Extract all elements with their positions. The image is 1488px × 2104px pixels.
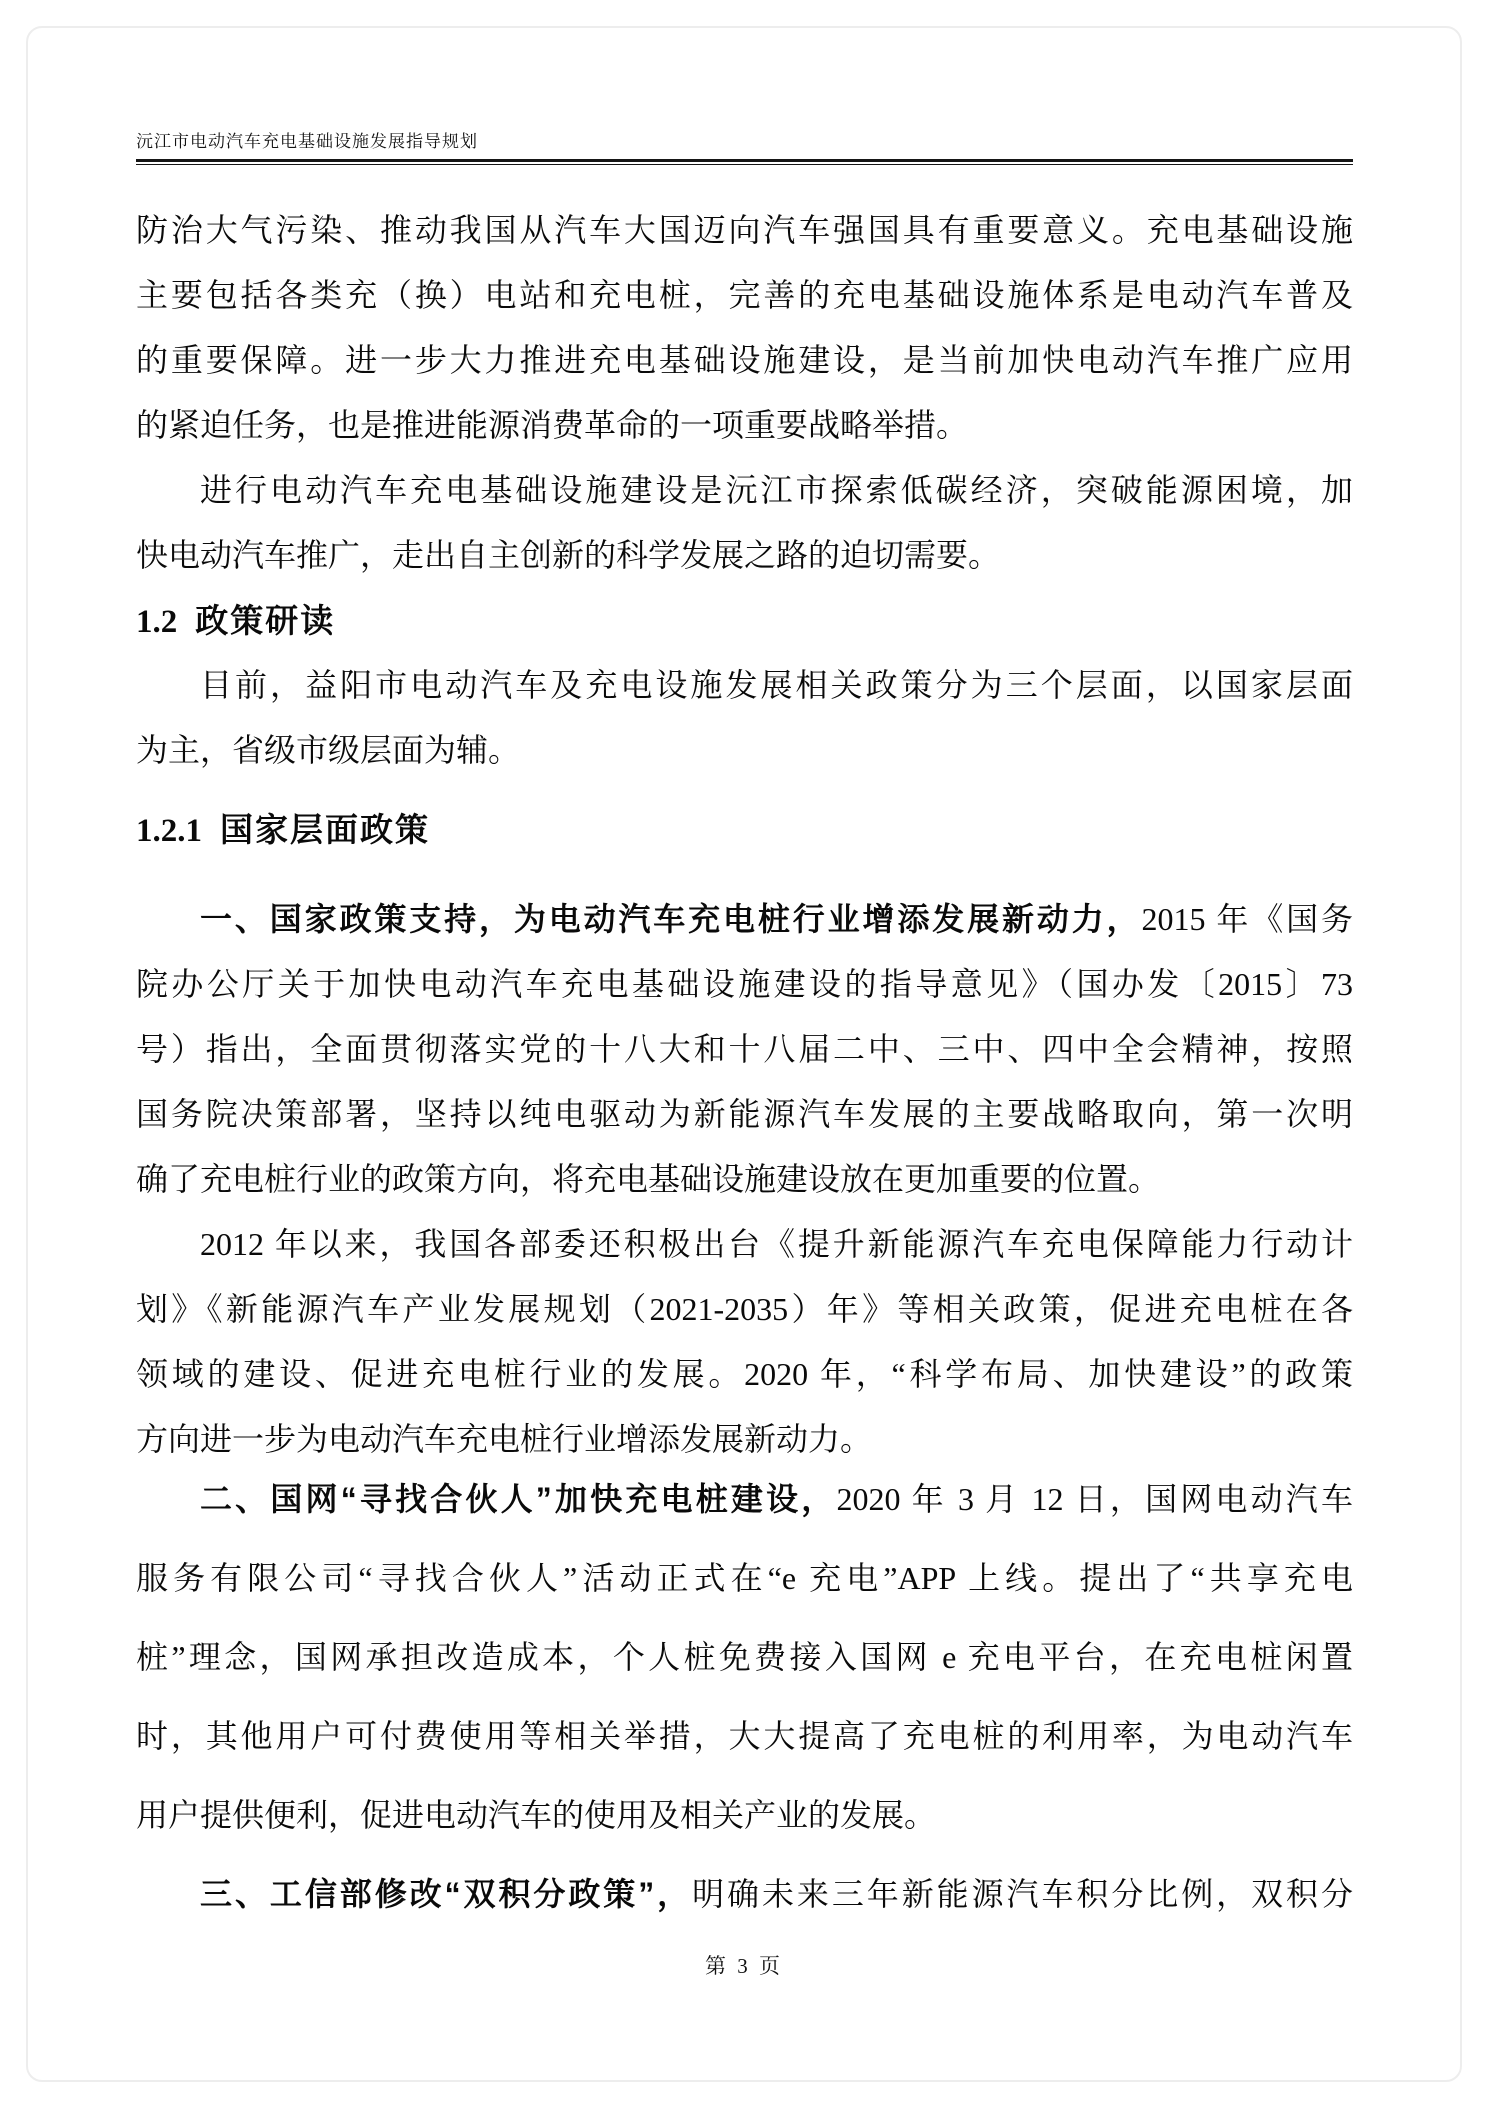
body-line: 号）指出，全面贯彻落实党的十八大和十八届二中、三中、四中全会精神，按照 (136, 1031, 1353, 1067)
section-title: 国家层面政策 (220, 811, 430, 848)
body-line: 为主，省级市级层面为辅。 (136, 732, 521, 768)
header-rule-thick (136, 159, 1353, 162)
body-line: 方向进一步为电动汽车充电桩行业增添发展新动力。 (136, 1421, 873, 1457)
paragraph-state-grid (136, 1460, 1353, 1855)
body-line: 的紧迫任务，也是推进能源消费革命的一项重要战略举措。 (136, 407, 969, 443)
paragraph-overview (136, 198, 1353, 458)
section-number: 1.2 (136, 604, 178, 640)
body-line: 服务有限公司“寻找合伙人”活动正式在“e 充电”APP 上线。提出了“共享充电 (136, 1560, 1353, 1596)
page-footer (0, 1950, 1488, 1980)
body-line: 的重要保障。进一步大力推进充电基础设施建设，是当前加快电动汽车推广应用 (136, 342, 1353, 378)
paragraph-need (136, 458, 1353, 588)
section-title: 政策研读 (195, 602, 336, 639)
section-heading-1-2 (136, 588, 1353, 653)
body-line (136, 887, 1353, 952)
body-line: 国务院决策部署，坚持以纯电驱动为新能源汽车发展的主要战略取向，第一次明 (136, 1096, 1353, 1132)
document-body (136, 198, 1353, 1934)
body-line (136, 1460, 1353, 1539)
body-line: 确了充电桩行业的政策方向，将充电基础设施建设放在更加重要的位置。 (136, 1161, 1161, 1197)
section-heading-1-2-1 (136, 797, 1353, 862)
section-number: 1.2.1 (136, 813, 202, 849)
body-line: 划》《新能源汽车产业发展规划（2021-2035）年》等相关政策，促进充电桩在各 (136, 1291, 1353, 1327)
body-line (136, 1855, 1353, 1934)
page-number-label: 第 3 页 (705, 1954, 783, 1978)
paragraph-policy-levels (136, 653, 1353, 783)
bold-lead-text: 一、国家政策支持，为电动汽车充电桩行业增添发展新动力， (200, 901, 1142, 937)
body-line: 快电动汽车推广，走出自主创新的科学发展之路的迫切需要。 (136, 537, 1001, 573)
body-line: 桩”理念，国网承担改造成本，个人桩免费接入国网 e 充电平台，在充电桩闲置 (136, 1639, 1353, 1675)
body-line: 进行电动汽车充电基础设施建设是沅江市探索低碳经济，突破能源困境，加 (200, 472, 1353, 508)
header-title: 沅江市电动汽车充电基础设施发展指导规划 (136, 132, 478, 151)
body-line: 时，其他用户可付费使用等相关举措，大大提高了充电桩的利用率，为电动汽车 (136, 1718, 1353, 1754)
body-line: 院办公厅关于加快电动汽车充电基础设施建设的指导意见》（国办发〔2015〕73 (136, 966, 1353, 1002)
page-header (136, 131, 1353, 165)
body-line-text: 明确未来三年新能源汽车积分比例，双积分 (692, 1876, 1353, 1912)
body-line: 用户提供便利，促进电动汽车的使用及相关产业的发展。 (136, 1797, 937, 1833)
header-rule-thin (136, 164, 1353, 165)
body-line: 领域的建设、促进充电桩行业的发展。2020 年，“科学布局、加快建设”的政策 (136, 1356, 1353, 1392)
bold-lead-text: 二、国网“寻找合伙人”加快充电桩建设， (200, 1481, 837, 1517)
body-line-text: 2020 年 3 月 12 日，国网电动汽车 (836, 1481, 1353, 1517)
paragraph-national-policy (136, 887, 1353, 1212)
paragraph-dual-credit (136, 1855, 1353, 1934)
body-line-text: 2015 年《国务 (1141, 901, 1353, 937)
body-line: 2012 年以来，我国各部委还积极出台《提升新能源汽车充电保障能力行动计 (200, 1226, 1353, 1262)
paragraph-ministries (136, 1212, 1353, 1472)
body-line: 主要包括各类充（换）电站和充电桩，完善的充电基础设施体系是电动汽车普及 (136, 277, 1353, 313)
bold-lead-text: 三、工信部修改“双积分政策”， (200, 1876, 693, 1912)
body-line: 目前，益阳市电动汽车及充电设施发展相关政策分为三个层面，以国家层面 (200, 667, 1353, 703)
body-line: 防治大气污染、推动我国从汽车大国迈向汽车强国具有重要意义。充电基础设施 (136, 212, 1353, 248)
